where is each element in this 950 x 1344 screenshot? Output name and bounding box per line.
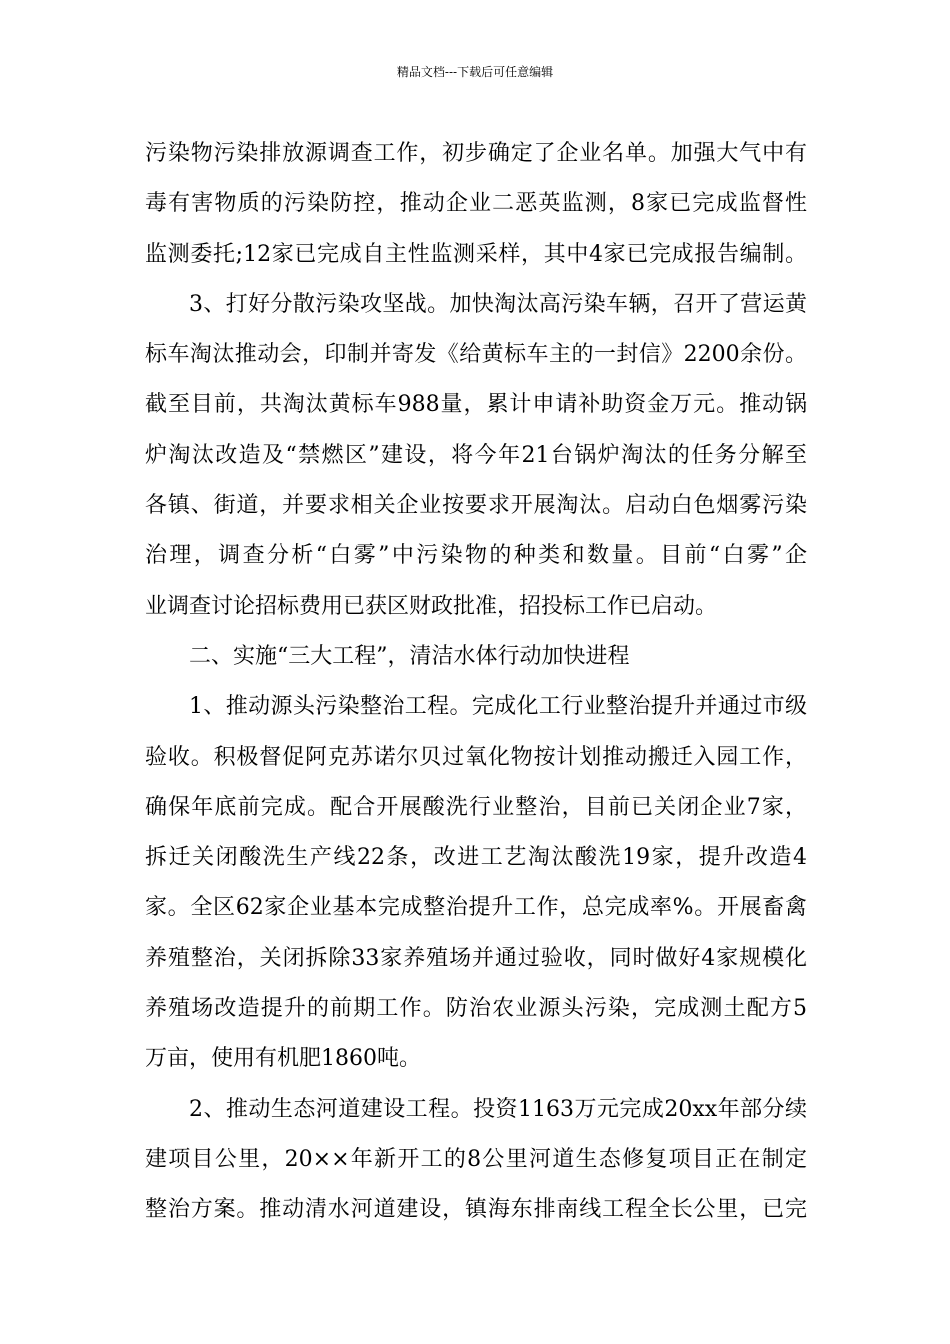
- text-line: 整治方案。推动清水河道建设，镇海东排南线工程全长公里，已完: [145, 1197, 807, 1223]
- text-line: 标车淘汰推动会，印制并寄发《给黄标车主的一封信》2200余份。: [145, 342, 807, 368]
- text-line: 验收。积极督促阿克苏诺尔贝过氧化物按计划推动搬迁入园工作，: [145, 744, 807, 770]
- text-line: 各镇、街道，并要求相关企业按要求开展淘汰。启动白色烟雾污染: [145, 493, 807, 519]
- text-line: 监测委托;12家已完成自主性监测采样，其中4家已完成报告编制。: [145, 241, 807, 267]
- text-line: 家。全区62家企业基本完成整治提升工作，总完成率%。开展畜禽: [145, 895, 807, 921]
- text-line: 毒有害物质的污染防控，推动企业二恶英监测，8家已完成监督性: [145, 191, 807, 217]
- text-line: 确保年底前完成。配合开展酸洗行业整治，目前已关闭企业7家，: [145, 794, 807, 820]
- text-line: 3、打好分散污染攻坚战。加快淘汰高污染车辆，召开了营运黄: [189, 291, 807, 317]
- text-line: 截至目前，共淘汰黄标车988量，累计申请补助资金万元。推动锅: [145, 392, 807, 418]
- text-line: 万亩，使用有机肥1860吨。: [145, 1046, 421, 1072]
- page-header: 精品文档---下载后可任意编辑: [396, 65, 554, 79]
- text-line: 建项目公里，20××年新开工的8公里河道生态修复项目正在制定: [145, 1146, 807, 1172]
- text-line: 1、推动源头污染整治工程。完成化工行业整治提升并通过市级: [189, 694, 807, 720]
- text-line: 治理，调查分析“白雾”中污染物的种类和数量。目前“白雾”企: [145, 543, 807, 569]
- text-line: 拆迁关闭酸洗生产线22条，改进工艺淘汰酸洗19家，提升改造4: [145, 845, 807, 871]
- text-line: 二、实施“三大工程”，清洁水体行动加快进程: [189, 643, 630, 669]
- document-body: [145, 133, 807, 1240]
- text-line: 炉淘汰改造及“禁燃区”建设，将今年21台锅炉淘汰的任务分解至: [145, 442, 807, 468]
- text-line: 污染物污染排放源调查工作，初步确定了企业名单。加强大气中有: [145, 141, 807, 166]
- text-line: 养殖整治，关闭拆除33家养殖场并通过验收，同时做好4家规模化: [145, 945, 807, 971]
- text-line: 2、推动生态河道建设工程。投资1163万元完成20xx年部分续: [189, 1096, 807, 1122]
- text-line: 养殖场改造提升的前期工作。防治农业源头污染，完成测土配方5: [145, 996, 807, 1022]
- text-line: 业调查讨论招标费用已获区财政批准，招投标工作已启动。: [145, 593, 718, 619]
